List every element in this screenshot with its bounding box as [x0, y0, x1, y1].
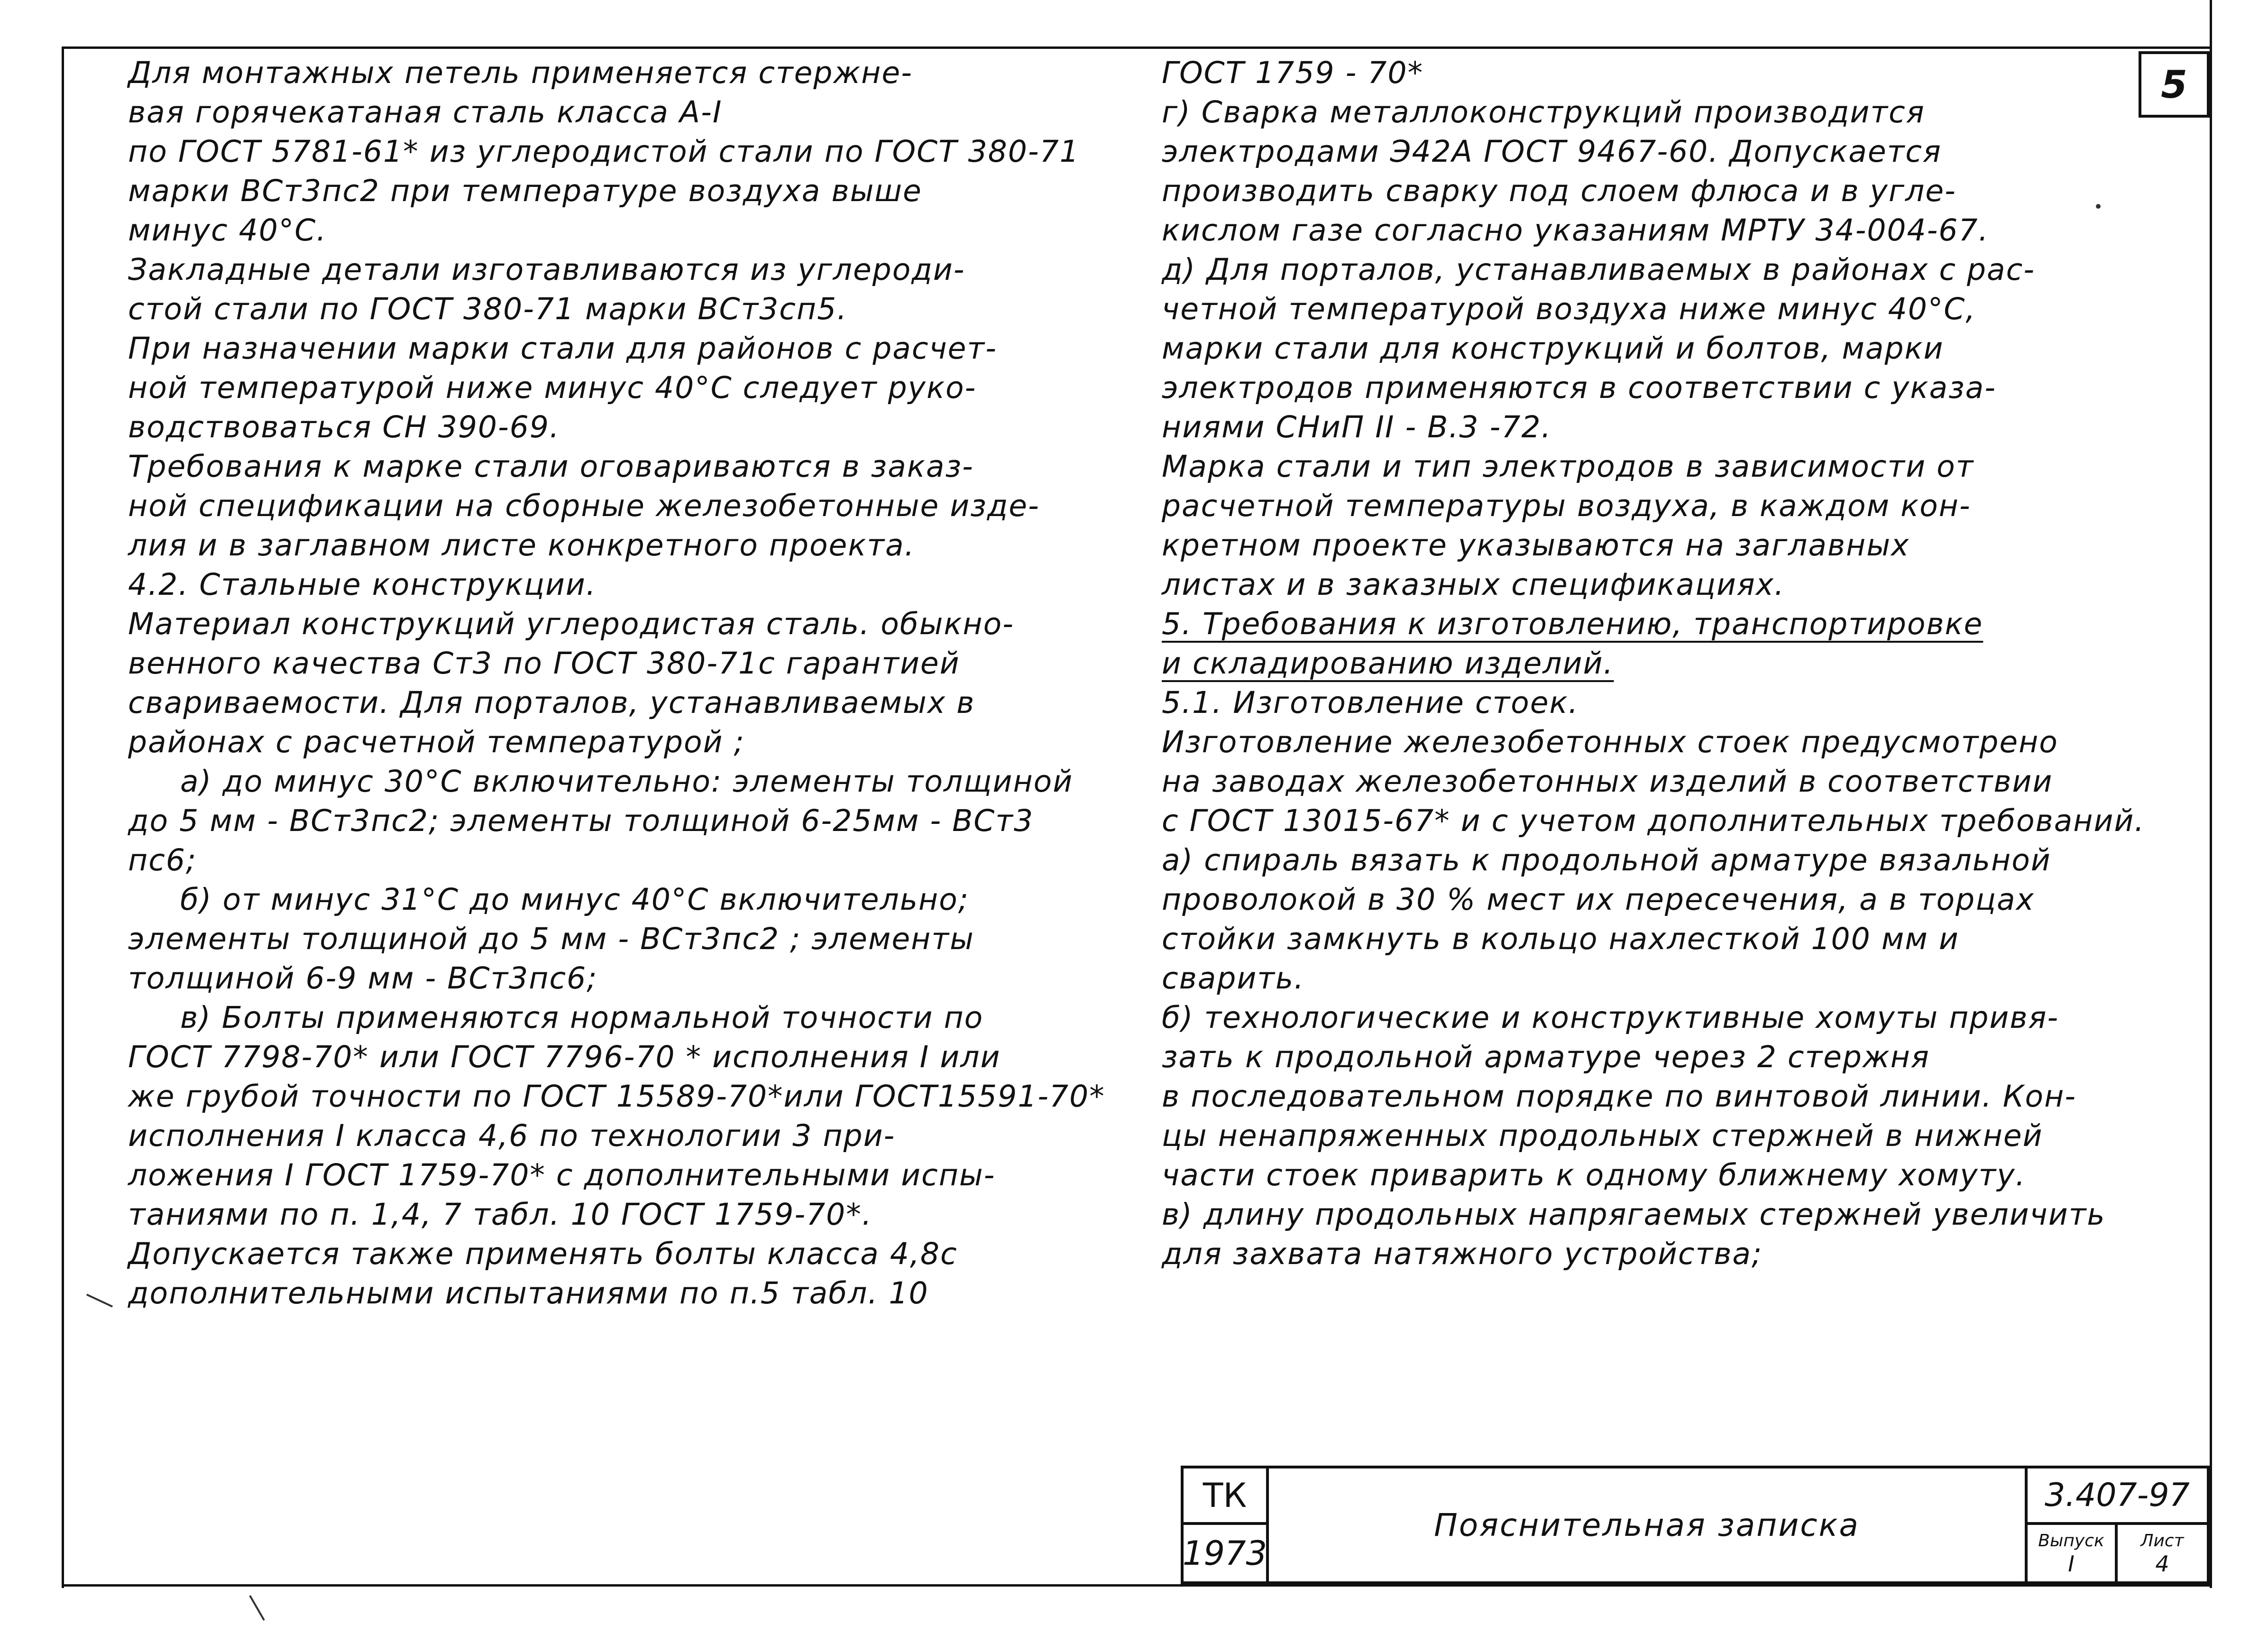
title-block-series-code: 3.407-97 [2028, 1468, 2207, 1525]
title-block-organization: ТК [1184, 1468, 1269, 1525]
text-line: цы ненапряженных продольных стержней в нижней [1162, 1118, 2043, 1153]
text-line: минус 40°С. [128, 213, 327, 248]
text-line: ложения I ГОСТ 1759-70* с дополнительными испы- [128, 1158, 996, 1192]
text-line: ной температурой ниже минус 40°С следует руко- [128, 370, 977, 405]
text-line: а) спираль вязать к продольной арматуре вязальной [1162, 843, 2051, 877]
scan-mark [86, 1294, 113, 1308]
text-line: марки стали для конструкций и болтов, марки [1162, 331, 1944, 366]
text-line: марки ВСт3пс2 при температуре воздуха выше [128, 174, 922, 208]
left-text-column [128, 53, 1105, 1313]
text-line [1162, 644, 2195, 683]
text-line: зать к продольной арматуре через 2 стержня [1162, 1040, 1930, 1074]
text-line: Требования к марке стали оговариваются в заказ- [128, 449, 974, 484]
text-line: в) Болты применяются нормальной точности по [180, 1000, 984, 1035]
text-line: расчетной температуры воздуха, в каждом кон- [1162, 489, 1971, 523]
text-line: пс6; [128, 843, 197, 877]
text-line: в) длину продольных напрягаемых стержней увеличить [1162, 1197, 2106, 1232]
title-block-issue [2028, 1525, 2118, 1581]
text-line: части стоек приварить к одному ближнему хомуту. [1162, 1158, 2026, 1192]
text-line: 5.1. Изготовление стоек. [1162, 685, 1579, 720]
text-line: же грубой точности по ГОСТ 15589-70*или ГОСТ15591-70* [128, 1079, 1105, 1114]
page-number: 5 [2139, 51, 2210, 118]
frame-right-line [2210, 0, 2212, 1588]
section-heading-text: и складированию изделий. [1162, 646, 1614, 681]
text-line: лия и в заглавном листе конкретного проекта. [128, 528, 915, 563]
issue-value: I [2068, 1551, 2075, 1577]
text-line: элементы толщиной до 5 мм - ВСт3пс2 ; элементы [128, 922, 974, 956]
text-line: Материал конструкций углеродистая сталь. обыкно- [128, 607, 1014, 641]
text-line: кислом газе согласно указаниям МРТУ 34-004-67. [1162, 213, 1989, 248]
text-line: электродов применяются в соответствии с указа- [1162, 370, 1996, 405]
text-line: Допускается также применять болты класса 4,8с [128, 1237, 958, 1271]
text-line [1162, 604, 2195, 644]
section-heading-text: 5. Требования к изготовлению, транспортировке [1162, 607, 1983, 641]
text-line: ГОСТ 1759 - 70* [1162, 55, 1423, 90]
title-block-document-title: Пояснительная записка [1269, 1468, 2028, 1581]
text-line: таниями по п. 1,4, 7 табл. 10 ГОСТ 1759-70*. [128, 1197, 872, 1232]
text-line: сварить. [1162, 961, 1305, 996]
text-line: При назначении марки стали для районов с расчет- [128, 331, 997, 366]
text-line: венного качества Ст3 по ГОСТ 380-71с гарантией [128, 646, 960, 681]
text-line: для захвата натяжного устройства; [1162, 1237, 1763, 1271]
text-line: д) Для порталов, устанавливаемых в районах с рас- [1162, 252, 2036, 287]
text-line: б) технологические и конструктивные хомуты привя- [1162, 1000, 2059, 1035]
text-line: до 5 мм - ВСт3пс2; элементы толщиной 6-25мм - ВСт3 [128, 803, 1034, 838]
title-block [1181, 1466, 2210, 1584]
scan-mark [249, 1595, 265, 1621]
text-line: четной температурой воздуха ниже минус 40°С, [1162, 292, 1976, 326]
text-line: кретном проекте указываются на заглавных [1162, 528, 1910, 563]
text-line: ниями СНиП II - В.3 -72. [1162, 410, 1552, 444]
text-line: на заводах железобетонных изделий в соответствии [1162, 764, 2053, 799]
text-line: дополнительными испытаниями по п.5 табл. 10 [128, 1276, 929, 1311]
text-line: в последовательном порядке по винтовой линии. Кон- [1162, 1079, 2076, 1114]
text-line: толщиной 6-9 мм - ВСт3пс6; [128, 961, 598, 996]
text-line: вая горячекатаная сталь класса А-I [128, 95, 723, 129]
text-line: проволокой в 30 % мест их пересечения, а в торцах [1162, 882, 2035, 917]
right-text-column [1162, 53, 2195, 1274]
title-block-year: 1973 [1184, 1525, 1269, 1581]
text-line: Изготовление железобетонных стоек предусмотрено [1162, 725, 2058, 759]
text-line: 4.2. Стальные конструкции. [128, 567, 597, 602]
text-line: ной спецификации на сборные железобетонные изде- [128, 489, 1040, 523]
text-line: по ГОСТ 5781-61* из углеродистой стали по ГОСТ 380-71 [128, 134, 1080, 169]
text-line: водствоваться СН 390-69. [128, 410, 560, 444]
sheet-value: 4 [2155, 1551, 2169, 1577]
title-block-sheet [2118, 1525, 2207, 1581]
text-line: Закладные детали изготавливаются из углероди- [128, 252, 965, 287]
text-line: свариваемости. Для порталов, устанавливаемых в [128, 685, 975, 720]
text-line: б) от минус 31°С до минус 40°С включительно; [180, 882, 969, 917]
text-line: листах и в заказных спецификациях. [1162, 567, 1785, 602]
sheet-label: Лист [2140, 1531, 2184, 1551]
text-line: исполнения I класса 4,6 по технологии 3 при- [128, 1118, 896, 1153]
frame-bottom-line [62, 1584, 2212, 1587]
frame-top-line [62, 46, 2212, 49]
text-line: стой стали по ГОСТ 380-71 марки ВСт3сп5. [128, 292, 848, 326]
text-line: производить сварку под слоем флюса и в угле- [1162, 174, 1956, 208]
text-line: стойки замкнуть в кольцо нахлесткой 100 мм и [1162, 922, 1959, 956]
text-line: ГОСТ 7798-70* или ГОСТ 7796-70 * исполнения I или [128, 1040, 1001, 1074]
text-line: электродами Э42А ГОСТ 9467-60. Допускается [1162, 134, 1942, 169]
text-line: Марка стали и тип электродов в зависимости от [1162, 449, 1974, 484]
text-line: районах с расчетной температурой ; [128, 725, 745, 759]
issue-label: Выпуск [2038, 1531, 2104, 1551]
text-line: г) Сварка металлоконструкций производится [1162, 95, 1925, 129]
frame-left-line [62, 46, 64, 1588]
text-line: с ГОСТ 13015-67* и с учетом дополнительных требований. [1162, 803, 2145, 838]
text-line: а) до минус 30°С включительно: элементы толщиной [180, 764, 1074, 799]
text-line: Для монтажных петель применяется стержне- [128, 55, 913, 90]
